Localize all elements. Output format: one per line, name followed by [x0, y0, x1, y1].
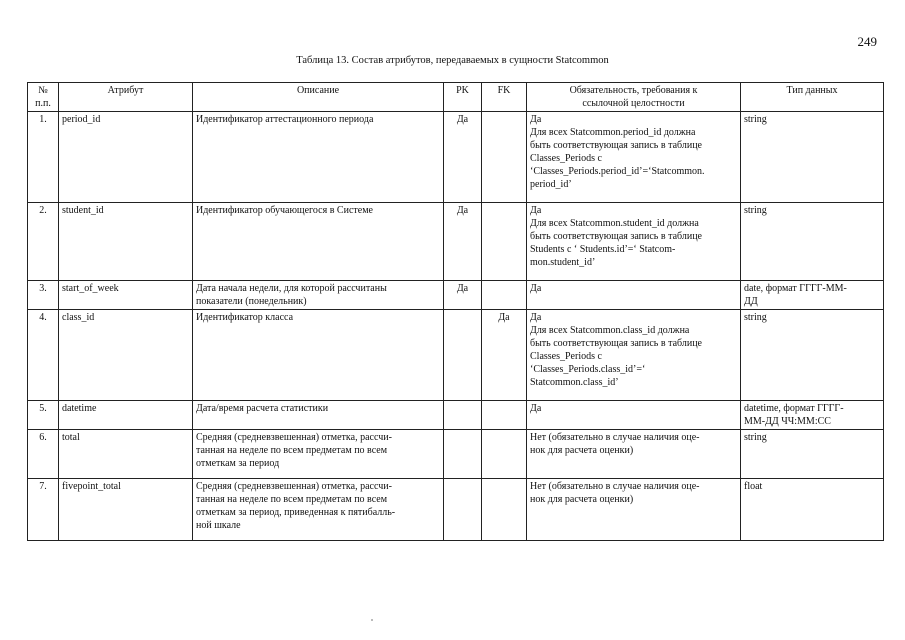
cell-requirements-line: Для всех Statcommon.period_id должна [530, 127, 696, 138]
cell-requirements-line: Для всех Statcommon.class_id должна [530, 325, 690, 336]
cell-requirements-line: Да [530, 403, 542, 414]
cell-data-type-line: date, формат ГГГГ-ММ- [744, 283, 847, 294]
cell-attribute: start_of_week [59, 281, 193, 310]
cell-pk: Да [444, 281, 482, 310]
cell-description-line: Идентификатор аттестационного периода [196, 114, 374, 125]
cell-requirements-line: Да [530, 205, 542, 216]
cell-description-line: отметкам за период [196, 458, 280, 469]
header-num: № п.п. [28, 83, 59, 112]
cell-requirements [527, 203, 741, 281]
table-caption: Таблица 13. Состав атрибутов, передаваемых в сущности Statcommon [296, 55, 609, 66]
cell-description [193, 281, 444, 310]
cell-data-type [741, 479, 884, 541]
cell-description-line: Дата/время расчета статистики [196, 403, 329, 414]
attributes-table [27, 82, 884, 541]
cell-attribute: total [59, 430, 193, 479]
cell-fk [482, 479, 527, 541]
cell-num: 4. [28, 310, 59, 401]
cell-requirements-line: Да [530, 114, 542, 125]
cell-data-type [741, 430, 884, 479]
cell-requirements-line: period_id’ [530, 179, 572, 190]
cell-requirements-line: mon.student_id’ [530, 257, 596, 268]
cell-requirements-line: Для всех Statcommon.student_id должна [530, 218, 699, 229]
table-row [28, 112, 884, 203]
cell-attribute: period_id [59, 112, 193, 203]
cell-fk [482, 203, 527, 281]
cell-num: 2. [28, 203, 59, 281]
table-row [28, 401, 884, 430]
cell-description [193, 203, 444, 281]
cell-requirements-line: нок для расчета оценки) [530, 445, 634, 456]
cell-attribute: datetime [59, 401, 193, 430]
cell-pk [444, 310, 482, 401]
cell-attribute: fivepoint_total [59, 479, 193, 541]
cell-requirements-line: Classes_Periods с [530, 351, 602, 362]
cell-description [193, 479, 444, 541]
cell-data-type-line: float [744, 481, 763, 492]
cell-requirements [527, 281, 741, 310]
table-row [28, 203, 884, 281]
cell-fk: Да [482, 310, 527, 401]
header-fk: FK [482, 83, 527, 112]
cell-requirements-line: быть соответствующая запись в таблице [530, 231, 702, 242]
cell-num: 7. [28, 479, 59, 541]
cell-data-type-line: ДД [744, 296, 758, 307]
cell-fk [482, 112, 527, 203]
cell-requirements-line: ‘Classes_Periods.period_id’=‘Statcommon. [530, 166, 705, 177]
cell-requirements-line: Statcommon.class_id’ [530, 377, 619, 388]
cell-attribute: class_id [59, 310, 193, 401]
cell-num: 5. [28, 401, 59, 430]
cell-requirements-line: быть соответствующая запись в таблице [530, 338, 702, 349]
cell-description-line: танная на неделе по всем предметам по всем [196, 445, 388, 456]
table-row [28, 430, 884, 479]
cell-description [193, 401, 444, 430]
cell-data-type-line: string [744, 432, 767, 443]
cell-requirements-line: Да [530, 283, 542, 294]
cell-num: 6. [28, 430, 59, 479]
cell-data-type [741, 310, 884, 401]
cell-pk [444, 401, 482, 430]
table-header-row [28, 83, 884, 112]
cell-description [193, 112, 444, 203]
cell-fk [482, 430, 527, 479]
cell-attribute: student_id [59, 203, 193, 281]
cell-description-line: отметкам за период, приведенная к пятибалль- [196, 507, 396, 518]
cell-requirements-line: Нет (обязательно в случае наличия оце- [530, 481, 700, 492]
cell-requirements-line: Classes_Periods с [530, 153, 602, 164]
cell-requirements-line: Да [530, 312, 542, 323]
cell-requirements [527, 310, 741, 401]
cell-description-line: Идентификатор обучающегося в Системе [196, 205, 373, 216]
cell-description-line: Средняя (средневзвешенная) отметка, рассчи- [196, 481, 392, 492]
header-description: Описание [193, 83, 444, 112]
cell-fk [482, 281, 527, 310]
cell-pk [444, 430, 482, 479]
cell-description-line: ной шкале [196, 520, 241, 531]
cell-requirements-line: ‘Classes_Periods.class_id’=‘ [530, 364, 646, 375]
cell-requirements-line: Students с ‘ Students.id’=‘ Statcom- [530, 244, 676, 255]
cell-requirements-line: быть соответствующая запись в таблице [530, 140, 702, 151]
cell-pk: Да [444, 203, 482, 281]
cell-requirements [527, 430, 741, 479]
header-attribute: Атрибут [59, 83, 193, 112]
cell-data-type [741, 203, 884, 281]
header-requirements: Обязательность, требования к ссылочной целостности [527, 83, 741, 112]
cell-description [193, 430, 444, 479]
table-row [28, 281, 884, 310]
header-pk: PK [444, 83, 482, 112]
table-row [28, 310, 884, 401]
cell-requirements [527, 401, 741, 430]
table-row [28, 479, 884, 541]
cell-description-line: Дата начала недели, для которой рассчитаны [196, 283, 387, 294]
cell-data-type [741, 281, 884, 310]
cell-data-type-line: string [744, 205, 767, 216]
header-data-type: Тип данных [741, 83, 884, 112]
cell-pk: Да [444, 112, 482, 203]
cell-data-type [741, 112, 884, 203]
page-number: 249 [857, 34, 877, 49]
cell-requirements-line: нок для расчета оценки) [530, 494, 634, 505]
cell-description-line: танная на неделе по всем предметам по всем [196, 494, 388, 505]
cell-data-type-line: string [744, 114, 767, 125]
cell-data-type [741, 401, 884, 430]
cell-data-type-line: string [744, 312, 767, 323]
cell-num: 1. [28, 112, 59, 203]
cell-description-line: Средняя (средневзвешенная) отметка, рассчи- [196, 432, 392, 443]
cell-description [193, 310, 444, 401]
cell-fk [482, 401, 527, 430]
cell-requirements [527, 479, 741, 541]
scan-speck [371, 619, 373, 621]
cell-description-line: Идентификатор класса [196, 312, 294, 323]
cell-data-type-line: ММ-ДД ЧЧ:ММ:СС [744, 416, 831, 427]
cell-requirements [527, 112, 741, 203]
table-body [28, 112, 884, 541]
cell-description-line: показатели (понедельник) [196, 296, 307, 307]
cell-num: 3. [28, 281, 59, 310]
cell-requirements-line: Нет (обязательно в случае наличия оце- [530, 432, 700, 443]
cell-pk [444, 479, 482, 541]
cell-data-type-line: datetime, формат ГГГГ- [744, 403, 844, 414]
